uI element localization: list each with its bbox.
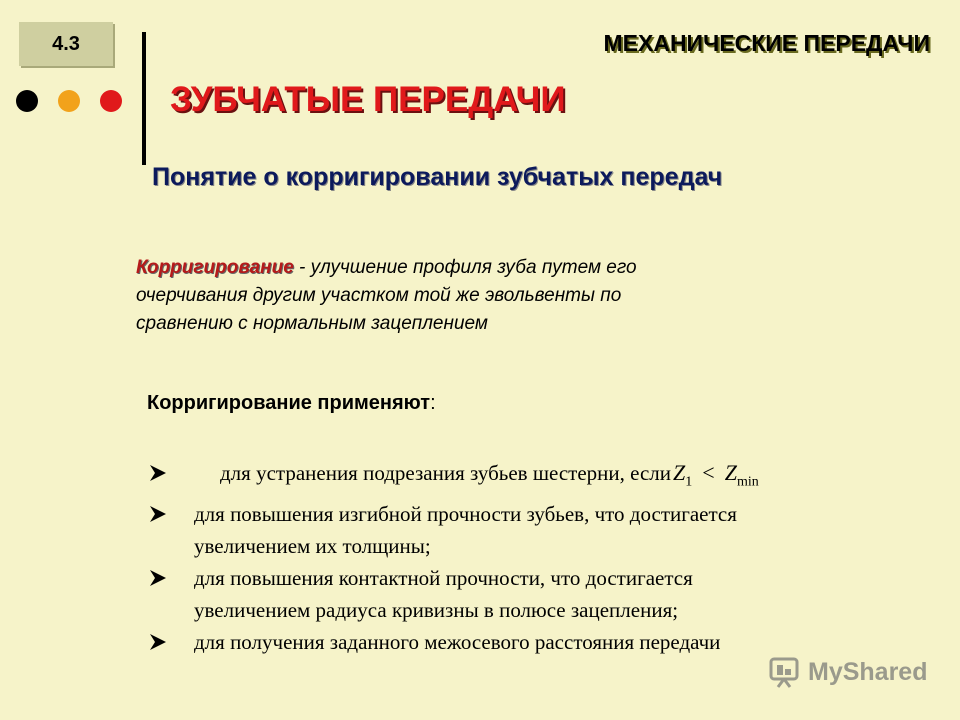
- formula-left-var: Z: [673, 460, 686, 485]
- apply-heading: [147, 392, 436, 415]
- list-item: [146, 626, 936, 658]
- formula-right-sub: min: [736, 474, 759, 490]
- bullet-text: для повышения изгибной прочности зубьев, что достигается: [194, 502, 737, 527]
- arrow-bullet-icon: [148, 463, 168, 483]
- dot-black-icon: [16, 90, 38, 112]
- bullet-text-cont: увеличением их толщины;: [194, 534, 431, 559]
- section-title: ЗУБЧАТЫЕ ПЕРЕДАЧИ: [170, 80, 566, 119]
- watermark-text: MyShared: [808, 657, 928, 686]
- bullet-text: для устранения подрезания зубьев шестерни, если: [220, 461, 672, 485]
- formula-left-sub: 1: [685, 474, 693, 490]
- formula: [673, 460, 759, 490]
- bullet-text-cont: увеличением радиуса кривизны в полюсе зацепления;: [194, 598, 679, 623]
- definition-line-3: сравнению с нормальным зацеплением: [136, 313, 488, 334]
- list-item: [146, 457, 936, 498]
- bullet-text: для получения заданного межосевого расстояния передачи: [194, 630, 721, 655]
- apply-heading-colon: :: [430, 392, 436, 414]
- list-item: [146, 562, 936, 626]
- slide-number-badge: [19, 22, 113, 66]
- formula-right-var: Z: [724, 460, 737, 485]
- vertical-divider: [142, 32, 146, 165]
- definition-line-1: - улучшение профиля зуба путем его: [293, 257, 637, 278]
- formula-operator: <: [702, 460, 715, 485]
- arrow-bullet-icon: [148, 504, 168, 524]
- dot-orange-icon: [58, 90, 80, 112]
- presentation-icon: [768, 656, 804, 688]
- apply-heading-text: Корригирование применяют: [147, 392, 431, 414]
- subtitle: Понятие о корригировании зубчатых передач: [152, 163, 723, 191]
- definition-term: Корригирование: [136, 257, 294, 278]
- arrow-bullet-icon: [148, 632, 168, 652]
- slide-number: 4.3: [52, 32, 80, 55]
- definition-line-2: очерчивания другим участком той же эвольвенты по: [136, 285, 622, 306]
- definition-block: [136, 254, 856, 338]
- watermark: [768, 656, 927, 688]
- arrow-bullet-icon: [148, 568, 168, 588]
- chapter-title: МЕХАНИЧЕСКИЕ ПЕРЕДАЧИ: [603, 30, 930, 56]
- bullet-list: [146, 457, 936, 658]
- dot-red-icon: [100, 90, 122, 112]
- list-item: [146, 498, 936, 562]
- bullet-text: для повышения контактной прочности, что достигается: [194, 566, 693, 591]
